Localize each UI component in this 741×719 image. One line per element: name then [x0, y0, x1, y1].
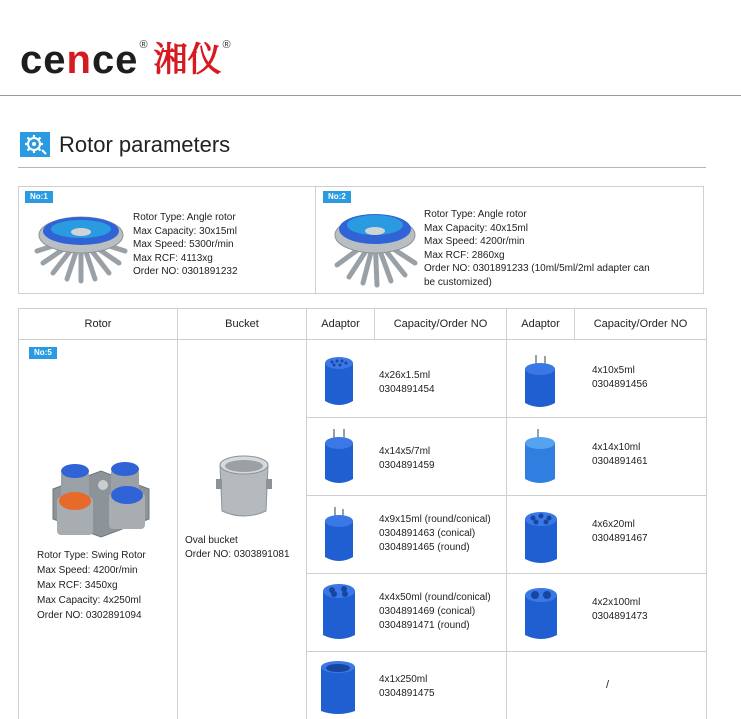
order-line: 0304891473 — [592, 611, 648, 622]
column-header-capacity: Capacity/Order NO — [593, 318, 688, 330]
adaptor-image — [522, 427, 558, 487]
adaptor-capacity — [379, 673, 435, 701]
spec-line: Max Speed: 5300r/min — [133, 239, 234, 250]
angle-rotor-image — [33, 205, 129, 287]
column-header-adaptor: Adaptor — [521, 318, 560, 330]
row-divider — [306, 495, 707, 496]
empty-cell-marker: / — [606, 679, 610, 691]
adaptor-capacity — [379, 513, 491, 555]
spec-line: Max Capacity: 30x15ml — [133, 225, 237, 237]
spec-line: Rotor Type: Swing Rotor — [37, 550, 146, 561]
panel-divider — [315, 187, 316, 293]
spec-line: Oval bucket — [185, 535, 238, 546]
adaptor-image — [322, 353, 356, 409]
capacity-line: 4x1x250ml — [379, 674, 428, 685]
adaptor-image — [320, 579, 358, 643]
order-line: 0304891469 (conical) — [379, 606, 476, 617]
adaptor-capacity — [379, 445, 435, 473]
adaptor-capacity — [592, 364, 648, 392]
column-divider — [706, 309, 707, 719]
brand-logo — [20, 38, 231, 82]
capacity-line: 4x26x1.5ml — [379, 370, 431, 381]
title-divider — [18, 167, 706, 168]
capacity-line: 4x14x5/7ml — [379, 446, 431, 457]
spec-line: be customized) — [424, 276, 492, 288]
column-header-adaptor: Adaptor — [321, 318, 360, 330]
adaptor-image — [318, 659, 358, 717]
rotor-specs — [37, 548, 146, 623]
adaptor-image — [522, 585, 560, 643]
spec-line: Rotor Type: Angle rotor — [424, 209, 527, 220]
order-line: 0304891454 — [379, 384, 435, 395]
adaptor-image — [322, 427, 356, 487]
column-divider — [177, 309, 178, 719]
brand-name-en: cence — [20, 38, 139, 82]
spec-line: Max Speed: 4200r/min — [424, 236, 525, 247]
spec-line: Order NO: 0301891232 — [133, 266, 238, 277]
order-line: 0304891471 (round) — [379, 620, 470, 631]
swing-rotor-table — [18, 308, 707, 719]
row-divider — [306, 573, 707, 574]
row-divider — [306, 651, 707, 652]
column-divider — [306, 309, 307, 719]
spec-line: Max Speed: 4200r/min — [37, 565, 138, 576]
adaptor-image — [522, 353, 558, 411]
rotor-badge: No:1 — [25, 191, 53, 203]
angle-rotor-panel — [18, 186, 704, 294]
section-title: Rotor parameters — [59, 132, 231, 157]
order-line: 0304891475 — [379, 688, 435, 699]
spec-line: Max RCF: 2860xg — [424, 249, 505, 261]
swing-rotor-image — [45, 449, 157, 541]
rotor-specs — [133, 211, 238, 279]
adaptor-capacity — [592, 596, 648, 624]
angle-rotor-image — [329, 203, 421, 287]
adaptor-image — [322, 505, 356, 565]
rotor-badge: No:5 — [29, 347, 57, 359]
brand-name-cn: 湘仪 — [153, 40, 222, 80]
capacity-line: 4x9x15ml (round/conical) — [379, 514, 491, 525]
spec-line: Max Capacity: 4x250ml — [37, 595, 141, 606]
order-line: 0304891463 (conical) — [379, 528, 476, 539]
column-header-bucket: Bucket — [225, 318, 259, 330]
adaptor-capacity — [592, 518, 648, 546]
column-header-capacity: Capacity/Order NO — [393, 318, 488, 330]
rotor-specs — [424, 208, 650, 289]
spec-line: Max Capacity: 40x15ml — [424, 222, 528, 234]
spec-line: Max RCF: 3450xg — [37, 580, 118, 591]
order-line: 0304891459 — [379, 460, 435, 471]
order-line: 0304891465 (round) — [379, 542, 470, 553]
rotor-badge: No:2 — [323, 191, 351, 203]
column-header-rotor: Rotor — [84, 318, 112, 330]
column-divider — [506, 309, 507, 719]
spec-line: Order NO: 0301891233 (10ml/5ml/2ml adapter can — [424, 263, 650, 274]
bucket-image — [214, 451, 274, 521]
capacity-line: 4x2x100ml — [592, 597, 641, 608]
capacity-line: 4x6x20ml — [592, 519, 635, 530]
spec-line: Order NO: 0302891094 — [37, 610, 142, 621]
registered-mark: ® — [222, 39, 231, 51]
order-line: 0304891467 — [592, 533, 648, 544]
capacity-line: 4x4x50ml (round/conical) — [379, 592, 491, 603]
adaptor-capacity — [379, 591, 491, 633]
gear-settings-icon — [20, 132, 50, 157]
row-divider — [19, 339, 707, 340]
row-divider — [306, 417, 707, 418]
adaptor-image — [522, 507, 560, 567]
spec-line: Order NO: 0303891081 — [185, 549, 290, 560]
order-line: 0304891456 — [592, 379, 648, 390]
bucket-specs — [185, 534, 290, 562]
capacity-line: 4x10x5ml — [592, 365, 635, 376]
adaptor-capacity — [592, 441, 648, 469]
header-divider — [0, 95, 741, 96]
capacity-line: 4x14x10ml — [592, 442, 641, 453]
registered-mark: ® — [139, 39, 148, 51]
spec-line: Max RCF: 4113xg — [133, 252, 213, 264]
spec-line: Rotor Type: Angle rotor — [133, 212, 236, 223]
adaptor-capacity — [379, 369, 435, 397]
order-line: 0304891461 — [592, 456, 648, 467]
